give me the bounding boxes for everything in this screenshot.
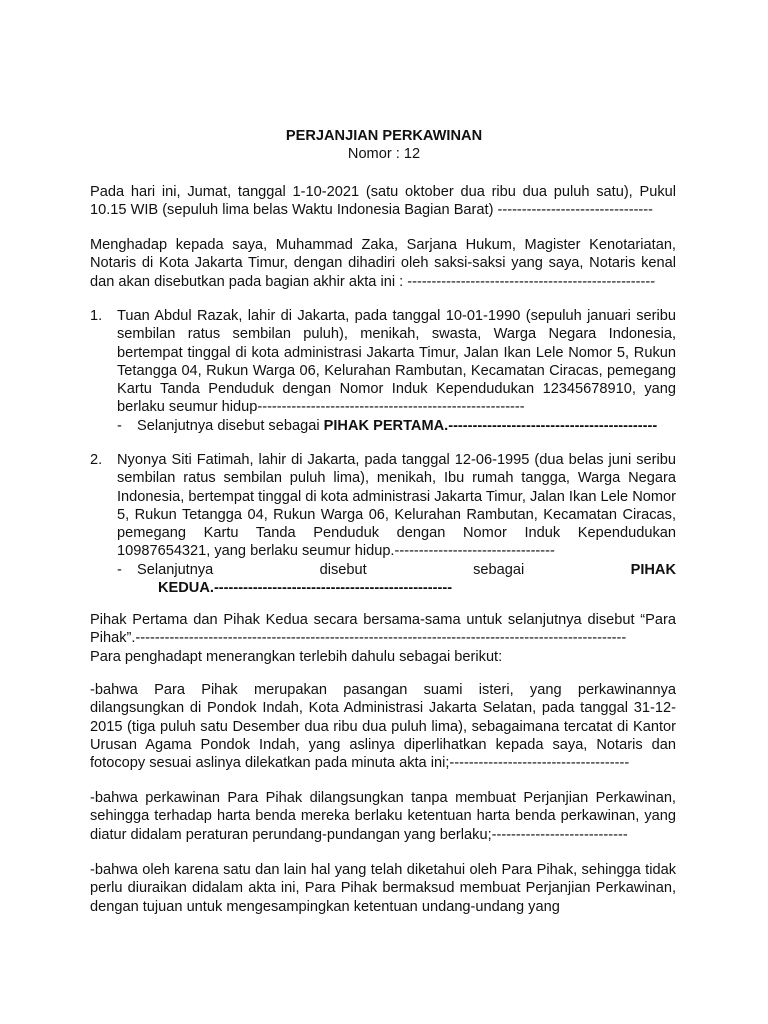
parties-together-text: Pihak Pertama dan Pihak Kedua secara bersama-sama untuk selanjutnya disebut “Para Pihak”.-----------------------------------------------------------------------------------------------------: [90, 612, 676, 647]
opening-text: Pada hari ini, Jumat, tanggal 1-10-2021 (satu oktober dua ribu dua puluh satu), Pukul 10.15 WIB (sepuluh lima belas Waktu Indonesia Bagian Barat) --------------------------------: [90, 184, 676, 219]
party-one-text: Tuan Abdul Razak, lahir di Jakarta, pada tanggal 10-01-1990 (sepuluh januari seribu sembilan ratus sembilan puluh), menikah, swasta, Warga Negara Indonesia, bertempat tinggal di kota administrasi Jakarta Timur, Jalan Ikan Lele Nomor 5, Rukun Tetangga 04, Rukun Warga 06, Kelurahan Rambutan, Kecamatan Ciracas, pemegang Kartu Tanda Penduduk dengan Nomor Induk Kependudukan 12345678910, yang berlaku seumur hidup-------------------------------------------------------: [117, 308, 676, 416]
list-number: 2.: [90, 452, 103, 468]
designation-line: [137, 561, 676, 579]
party-two-item: [90, 451, 676, 597]
whereas-text: -bahwa perkawinan Para Pihak dilangsungkan tanpa membuat Perjanjian Perkawinan, sehingga terhadap harta benda mereka berlaku ketentuan harta benda perkawinan, yang diatur didalam peraturan perundang-pundangan yang berlaku;----------------------------: [90, 790, 676, 843]
party-one-designation: [117, 417, 676, 435]
party-two-text: Nyonya Siti Fatimah, lahir di Jakarta, pada tanggal 12-06-1995 (dua belas juni seribu sembilan ratus sembilan puluh lima), menikah, Ibu rumah tangga, Warga Negara Indonesia, bertempat tinggal di kota administrasi Jakarta Timur, Jalan Ikan Lele Nomor 5, Rukun Tetangga 04, Rukun Warga 06, Kelurahan Rambutan, Kecamatan Ciracas, pemegang Kartu Tanda Penduduk dengan Nomor Induk Kependudukan 10987654321, yang berlaku seumur hidup.---------------------------------: [117, 452, 676, 560]
designation-word: disebut: [319, 561, 367, 578]
appearing-text: Menghadap kepada saya, Muhammad Zaka, Sarjana Hukum, Magister Kenotariatan, Notaris di Kota Jakarta Timur, dengan dihadiri oleh saksi-saksi yang saya, Notaris kenal dan akan disebutkan pada bagian akhir akta ini : ---------------------------------------------------: [90, 237, 676, 290]
opening-paragraph: [90, 183, 676, 220]
whereas-text: -bahwa oleh karena satu dan lain hal yang telah diketahui oleh Para Pihak, sehingga tidak perlu diuraikan didalam akta ini, Para Pihak bermaksud membuat Perjanjian Perkawinan, dengan tujuan untuk mengesampingkan ketentuan undang-undang yang: [90, 862, 676, 915]
designation-word: sebagai: [473, 561, 525, 578]
designation-term: PIHAK PERTAMA.-------------------------------------------: [323, 417, 658, 434]
designation-term-continued: KEDUA.-------------------------------------------------: [158, 580, 453, 597]
preface-text: Para penghadapt menerangkan terlebih dahulu sebagai berikut:: [90, 648, 503, 665]
designation-label: Selanjutnya disebut sebagai: [137, 417, 324, 434]
designation-word: Selanjutnya: [137, 561, 214, 578]
document-title: PERJANJIAN PERKAWINAN: [285, 128, 483, 144]
whereas-paragraph-3: [90, 861, 676, 916]
party-two-designation: [117, 561, 676, 598]
parties-together-paragraph: [90, 611, 676, 666]
document-number: Nomor : 12: [347, 146, 421, 162]
appearing-paragraph: [90, 236, 676, 291]
bullet-dash: -: [117, 417, 122, 434]
party-one-item: [90, 307, 676, 435]
list-number: 1.: [90, 308, 103, 324]
designation-term: PIHAK: [630, 561, 676, 578]
whereas-paragraph-1: [90, 681, 676, 772]
whereas-text: -bahwa Para Pihak merupakan pasangan suami isteri, yang perkawinannya dilangsungkan di Pondok Indah, Kota Administrasi Jakarta Selatan, pada tanggal 31-12-2015 (tiga puluh satu Desember dua ribu dua puluh lima), sebagaimana tercatat di Kantor Urusan Agama Pondok Indah, yang aslinya diperlihatkan kepada saya, Notaris dan fotocopy sesuai aslinya dilekatkan pada minuta akta ini;-------------------------------------: [90, 682, 676, 772]
whereas-paragraph-2: [90, 789, 676, 844]
bullet-dash: -: [117, 561, 122, 578]
